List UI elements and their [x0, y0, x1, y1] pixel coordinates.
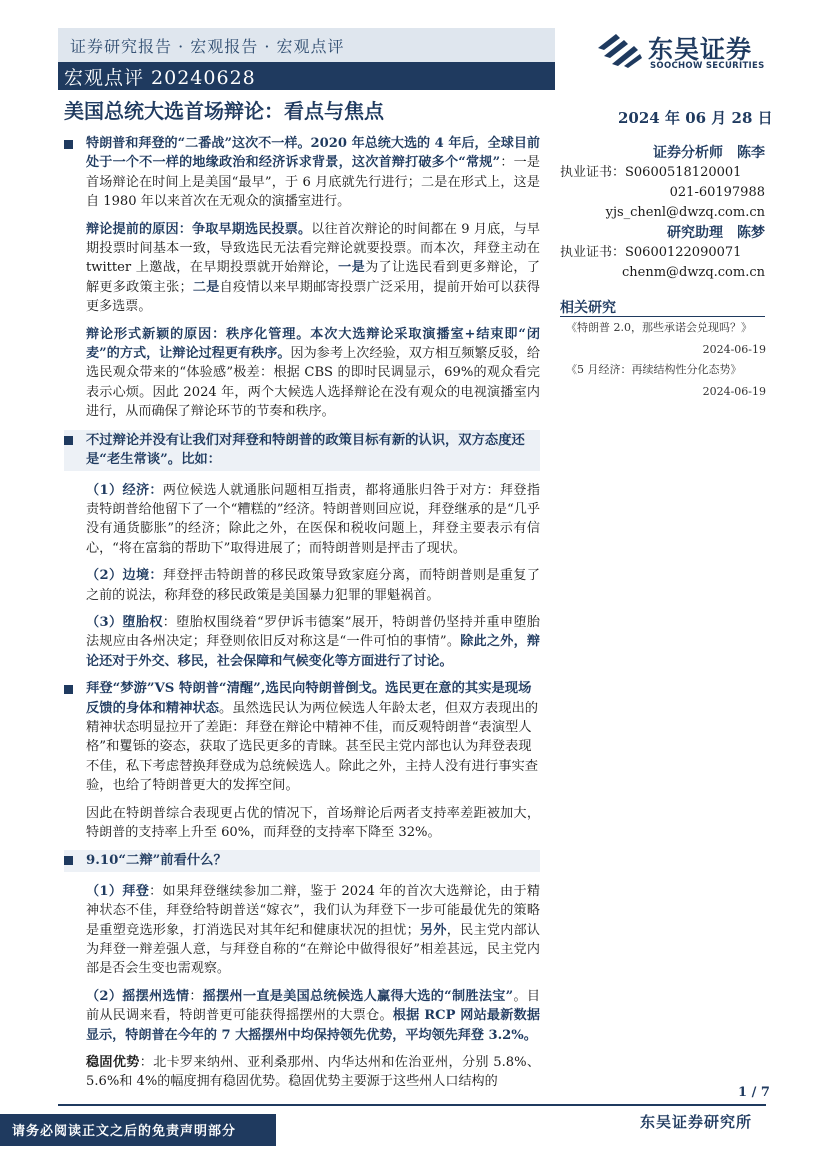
paragraph-swing-states: （2）摇摆州选情：摇摆州一直是美国总统候选人赢得大选的“制胜法宝”。目前从民调来看，特朗普更可能获得摇摆州的大票仓。根据 RCP 网站最新数据显示，特朗普在今年的 7 大摇摆州中均保持领先优势，平均领先拜登 3.2%。: [86, 988, 541, 1043]
paragraph-early-debate: 辩论提前的原因：争取早期选民投票。以往首次辩论的时间都在 9 月底，与早期投票时间基本一致，导致选民无法看完辩论就要投票。而本次，拜登主动在 twitter 上邀战，在早期投票就开始辩论，一是为了让选民看到更多辩论，了解更多政策主张；二是自疫情以来早期邮寄投票广泛采用，提前开始可以获得更多选票。: [86, 221, 541, 315]
section-heading-voters: 拜登“梦游”VS 特朗普“清醒”,选民向特朗普倒戈。选民更在意的其实是现场反馈的身体和精神状态。虽然选民认为两位候选人年龄太老，但双方表现出的精神状态明显拉开了差距：拜登在辩论中精神不佳，而反观特朗普“表演型人格”和矍铄的姿态，获取了选民更多的青睐。甚至民主党内部也认为拜登表现不佳，私下考虑替换拜登成为总统候选人。除此之外，主持人没有进行事实查验，也给了特朗普更大的发挥空间。: [64, 679, 540, 795]
logo-text-en: SOOCHOW SECURITIES: [650, 61, 765, 71]
page-number: 1 / 7: [738, 1085, 770, 1100]
paragraph-abortion: （3）堕胎权：堕胎权围绕着“罗伊诉韦德案”展开，特朗普仍坚持并重申堕胎法规应由各州决定；拜登则依旧反对称这是“一件可怕的事情”。除此之外，辩论还对于外交、移民，社会保障和气候变化等方面进行了讨论。: [86, 614, 541, 669]
related-research-title: 相关研究: [560, 300, 616, 316]
analyst-email[interactable]: yjs_chenl@dwzq.com.cn: [605, 205, 765, 220]
section-heading-policy: 不过辩论并没有让我们对拜登和特朗普的政策目标有新的认识，双方态度还是“老生常谈”。比如：: [64, 430, 540, 471]
paragraph-debate-difference: 特朗普和拜登的“二番战”这次不一样。2020 年总统大选的 4 年后，全球目前处于一个不一样的地缘政治和经济诉求背景，这次首辩打破多个“常规”：一是首场辩论在时间上是美国“最早”，于 6 月底就先行进行；二是在形式上，这是自 1980 年以来首次在无观众的演播室进行。: [64, 134, 540, 212]
paragraph-border: （2）边境：拜登抨击特朗普的移民政策导致家庭分离，而特朗普则是重复了之前的说法，称拜登的移民政策是美国暴力犯罪的罪魁祸首。: [86, 568, 540, 603]
analyst-info: [560, 143, 765, 283]
related-item[interactable]: 《特朗普 2.0，那些承诺会兑现吗？》 2024-06-19: [566, 321, 766, 356]
paragraph-biden: （1）拜登：如果拜登继续参加二辩，鉴于 2024 年的首次大选辩论，由于精神状态不佳，拜登给特朗普送“嫁衣”，我们认为拜登下一步可能最优先的策略是重塑竞选形象，打消选民对其年纪和健康状况的担忧；另外，民主党内部认为拜登一辩差强人意，与拜登自称的“在辩论中做得很好”相差甚远，民主党内部是否会生变也需观察。: [86, 883, 541, 977]
disclaimer-bar[interactable]: [0, 1114, 276, 1146]
related-item[interactable]: 《5 月经济：再续结构性分化态势》 2024-06-19: [566, 363, 766, 398]
report-type-bar: [58, 62, 555, 90]
section-heading-second-debate: 9.10“二辩”前看什么？: [64, 850, 540, 871]
report-date: 2024 年 06 月 28 日: [618, 109, 773, 127]
analyst-cert: 执业证书：S0600518120001: [560, 165, 742, 180]
paragraph-solid-lead: 稳固优势：北卡罗来纳州、亚利桑那州、内华达州和佐治亚州，分别 5.8%、5.6%和 4%的幅度拥有稳固优势。稳固优势主要源于这些州人口结构的: [86, 1055, 541, 1090]
analyst-name: 证券分析师 陈李: [653, 145, 765, 161]
report-category-bar: [58, 28, 555, 62]
disclaimer-text: 请务必阅读正文之后的免责声明部分: [12, 1124, 237, 1139]
paragraph-approval-rating: 因此在特朗普综合表现更占优的情况下，首场辩论后两者支持率差距被加大，特朗普的支持率上升至 60%，而拜登的支持率下降至 32%。: [86, 805, 540, 840]
assistant-name: 研究助理 陈梦: [667, 225, 765, 241]
assistant-cert: 执业证书：S0600122090071: [560, 245, 742, 260]
main-content: [64, 134, 540, 1100]
paragraph-economy: （1）经济：两位候选人就通胀问题相互指责，都将通胀归咎于对方：拜登指责特朗普给他留下了一个“糟糕的”经济。特朗普则回应说，拜登继承的是“几乎没有通货膨胀”的经济；除此之外，在医保和税收问题上，拜登主要表示有信心，“将在富翁的帮助下”取得进展了；而特朗普则是抨击了现状。: [86, 482, 540, 556]
related-divider: [560, 316, 765, 317]
footer-divider: [58, 1104, 766, 1106]
logo-text-cn: 东吴证券: [648, 35, 753, 64]
soochow-logo: [594, 30, 774, 74]
page-title: 美国总统大选首场辩论：看点与焦点: [64, 99, 384, 123]
soochow-logo-icon: [594, 30, 644, 70]
report-category: 证券研究报告 · 宏观报告 · 宏观点评: [70, 37, 345, 56]
institute-name: 东吴证券研究所: [640, 1113, 753, 1131]
report-type: 宏观点评 20240628: [64, 67, 256, 89]
analyst-phone: 021-60197988: [669, 185, 765, 200]
paragraph-debate-format: 辩论形式新颖的原因：秩序化管理。本次大选辩论采取演播室+结束即“闭麦”的方式，让辩论过程更有秩序。因为参考上次经验，双方相互频繁反驳，给选民观众带来的“体验感”极差：根据 CBS 的即时民调显示，69%的观众看完表示心烦。因此 2024 年，两个大候选人选择辩论在没有观众的电视演播室内进行，从而确保了辩论环节的节奏和秩序。: [86, 326, 541, 420]
assistant-email[interactable]: chenm@dwzq.com.cn: [621, 265, 765, 280]
